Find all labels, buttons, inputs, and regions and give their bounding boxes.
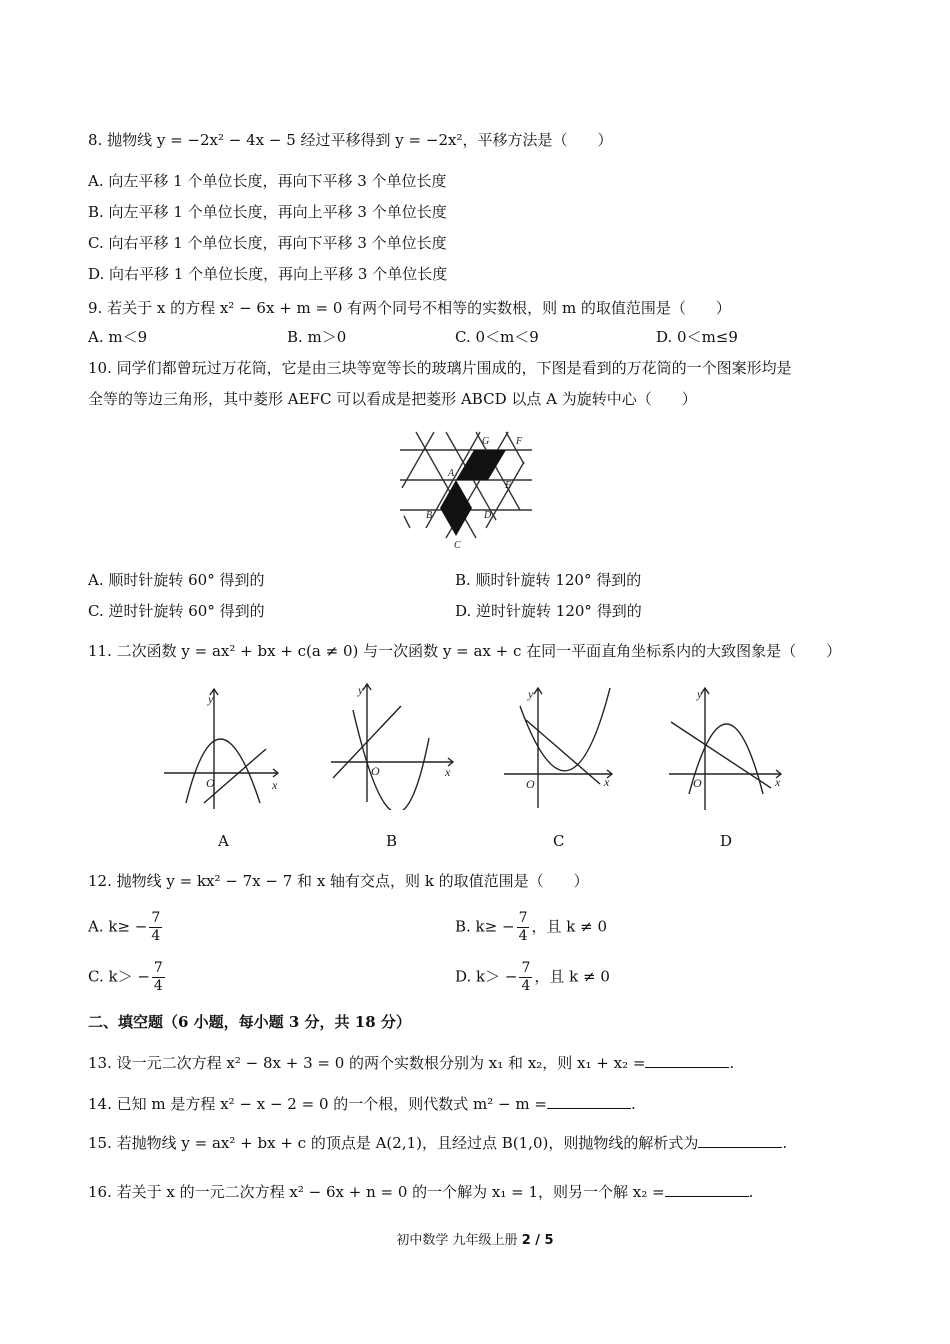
figure-label-f: F: [516, 436, 523, 447]
q10-option-a: A. 顺时针旋转 60° 得到的: [88, 571, 265, 589]
graph-b-origin: O: [371, 764, 380, 778]
q12-option-d: [455, 960, 610, 995]
section-2-heading: 二、填空题（6 小题，每小题 3 分，共 18 分）: [88, 1013, 411, 1031]
footer-text: 初中数学 九年级上册: [396, 1233, 522, 1248]
q13-stem: 13. 设一元二次方程 x² − 8x + 3 = 0 的两个实数根分别为 x₁ 和 x₂，则 x₁ + x₂ =: [88, 1054, 646, 1072]
graph-d-x-label: x: [775, 775, 781, 789]
q15-stem: 15. 若抛物线 y = ax² + bx + c 的顶点是 A(2,1)，且经过点 B(1,0)，则抛物线的解析式为: [88, 1134, 699, 1152]
graph-b: [325, 680, 460, 810]
q12-option-c: [88, 960, 167, 995]
fraction-numerator: 7: [153, 960, 163, 976]
q9-option-c: C. 0＜m＜9: [455, 328, 539, 346]
answer-blank[interactable]: [547, 1094, 631, 1109]
graph-b-y-label: y: [358, 683, 364, 697]
q15-end: .: [782, 1134, 788, 1152]
graph-c-y-label: y: [528, 687, 534, 701]
q9-stem: 9. 若关于 x 的方程 x² − 6x + m = 0 有两个同号不相等的实数根，则 m 的取值范围是（ ）: [88, 299, 731, 317]
q10-option-c: C. 逆时针旋转 60° 得到的: [88, 602, 265, 620]
graph-c-x-label: x: [604, 775, 610, 789]
graph-d-y-label: y: [697, 687, 703, 701]
q12-option-a-prefix: A. k≥ −: [88, 917, 148, 936]
q16: [88, 1182, 753, 1202]
page-number: 2 / 5: [521, 1233, 554, 1248]
fraction-numerator: 7: [151, 910, 161, 926]
q9-option-d: D. 0＜m≤9: [656, 328, 738, 346]
fraction-denominator: 4: [153, 978, 163, 994]
graph-c-caption: C: [553, 832, 565, 850]
graph-a-caption: A: [218, 832, 229, 850]
answer-blank[interactable]: [645, 1053, 729, 1068]
q8-stem: 8. 抛物线 y = −2x² − 4x − 5 经过平移得到 y = −2x²，平移方法是（ ）: [88, 131, 613, 149]
graph-c-origin: O: [526, 777, 535, 791]
q13: [88, 1053, 734, 1073]
q12-option-a: [88, 910, 164, 945]
fraction: [152, 960, 165, 995]
q12-option-b-suffix: ，且 k ≠ 0: [531, 917, 607, 936]
figure-label-g: G: [482, 436, 490, 447]
figure-label-c: C: [454, 540, 461, 550]
graph-c: [500, 684, 625, 814]
q15: [88, 1133, 787, 1153]
graph-d: [665, 684, 795, 814]
q12-stem: 12. 抛物线 y = kx² − 7x − 7 和 x 轴有交点，则 k 的取值范围是（ ）: [88, 872, 589, 890]
q9-option-a: A. m＜9: [88, 328, 148, 346]
q12-option-d-suffix: ，且 k ≠ 0: [534, 967, 610, 986]
graph-a-x-label: x: [272, 778, 278, 792]
fraction-denominator: 4: [151, 928, 161, 944]
q12-option-c-prefix: C. k＞ −: [88, 967, 150, 986]
graph-a: [158, 685, 288, 815]
q14-end: .: [630, 1095, 636, 1113]
q8-option-b: B. 向左平移 1 个单位长度，再向上平移 3 个单位长度: [88, 203, 447, 221]
q11-stem: 11. 二次函数 y = ax² + bx + c(a ≠ 0) 与一次函数 y = ax + c 在同一平面直角坐标系内的大致图象是（ ）: [88, 642, 842, 660]
fraction-denominator: 4: [518, 928, 528, 944]
q12-option-b-prefix: B. k≥ −: [455, 917, 515, 936]
page-footer: [0, 1229, 950, 1248]
q13-end: .: [729, 1054, 735, 1072]
figure-label-a: A: [448, 468, 455, 479]
q8-option-c: C. 向右平移 1 个单位长度，再向下平移 3 个单位长度: [88, 234, 447, 252]
q12-option-d-prefix: D. k＞ −: [455, 967, 518, 986]
q9-option-b: B. m＞0: [287, 328, 347, 346]
q16-end: .: [748, 1183, 754, 1201]
fraction: [517, 910, 530, 945]
kaleidoscope-figure: [396, 428, 536, 550]
q8-option-d: D. 向右平移 1 个单位长度，再向上平移 3 个单位长度: [88, 265, 448, 283]
answer-blank[interactable]: [665, 1182, 749, 1197]
graph-a-origin: O: [206, 776, 215, 790]
graph-b-caption: B: [386, 832, 398, 850]
q10-option-b: B. 顺时针旋转 120° 得到的: [455, 571, 642, 589]
q14-stem: 14. 已知 m 是方程 x² − x − 2 = 0 的一个根，则代数式 m² − m =: [88, 1095, 547, 1113]
fraction-denominator: 4: [521, 978, 531, 994]
figure-label-e: E: [505, 480, 512, 491]
q10-stem-line1: 10. 同学们都曾玩过万花筒，它是由三块等宽等长的玻璃片围成的，下图是看到的万花筒的一个图案形均是: [88, 359, 792, 377]
graph-d-origin: O: [693, 776, 702, 790]
figure-label-d: D: [484, 510, 492, 521]
fraction: [149, 910, 162, 945]
fraction: [519, 960, 532, 995]
fraction-numerator: 7: [521, 960, 531, 976]
q14: [88, 1094, 636, 1114]
graph-a-y-label: y: [208, 692, 214, 706]
q16-stem: 16. 若关于 x 的一元二次方程 x² − 6x + n = 0 的一个解为 x₁ = 1，则另一个解 x₂ =: [88, 1183, 665, 1201]
q12-option-b: [455, 910, 607, 945]
q10-stem-line2: 全等的等边三角形，其中菱形 AEFC 可以看成是把菱形 ABCD 以点 A 为旋转中心（ ）: [88, 390, 697, 408]
fraction-numerator: 7: [518, 910, 528, 926]
figure-label-b: B: [426, 510, 433, 521]
graph-d-caption: D: [720, 832, 733, 850]
q10-option-d: D. 逆时针旋转 120° 得到的: [455, 602, 642, 620]
q8-option-a: A. 向左平移 1 个单位长度，再向下平移 3 个单位长度: [88, 172, 447, 190]
graph-b-x-label: x: [445, 765, 451, 779]
answer-blank[interactable]: [698, 1133, 782, 1148]
